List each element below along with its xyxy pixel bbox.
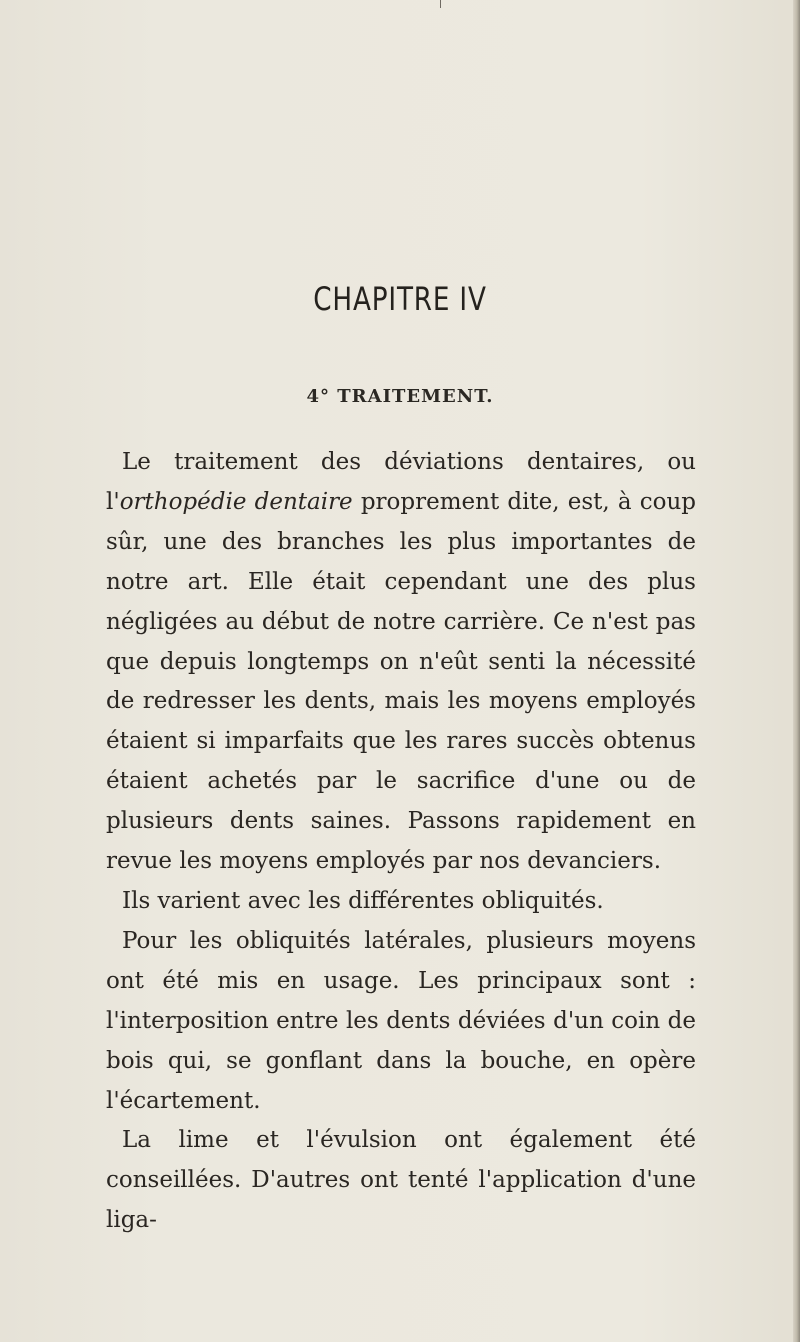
italic-term: orthopédie dentaire [119, 488, 353, 515]
paragraph-1 [106, 443, 696, 882]
chapter-title: CHAPITRE IV [313, 280, 487, 318]
paragraph-2: Ils varient avec les différentes obliquités. [122, 887, 604, 914]
paragraph-4: La lime et l'évulsion ont également été conseillées. D'autres ont tenté l'application d'une liga- [106, 1127, 696, 1234]
paragraph-3: Pour les obliquités latérales, plusieurs moyens ont été mis en usage. Les principaux sont : l'interposition entre les dents déviées d'un coin de bois qui, se gonflant dans la bouche, en opère l'écartement. [106, 927, 696, 1114]
body-text [106, 443, 696, 1241]
paragraph-1-text-start: Le traitement des déviations dentaires, ou l' [106, 449, 696, 515]
section-heading: 4° TRAITEMENT. [306, 386, 494, 407]
page-edge-shadow [793, 0, 800, 1342]
page-top-mark [440, 0, 441, 8]
paragraph-1-text-end: proprement dite, est, à coup sûr, une des branches les plus importantes de notre art. Elle était cependant une des plus négligées au début de notre carrière. Ce n'est pas que depuis longtemps on n'eût senti la nécessité de redresser les dents, mais les moyens employés étaient si imparfaits que les rares succès obtenus étaient achetés par le sacrifice d'une ou de plusieurs dents saines. Passons rapidement en revue les moyens employés par nos devanciers. [106, 488, 696, 875]
